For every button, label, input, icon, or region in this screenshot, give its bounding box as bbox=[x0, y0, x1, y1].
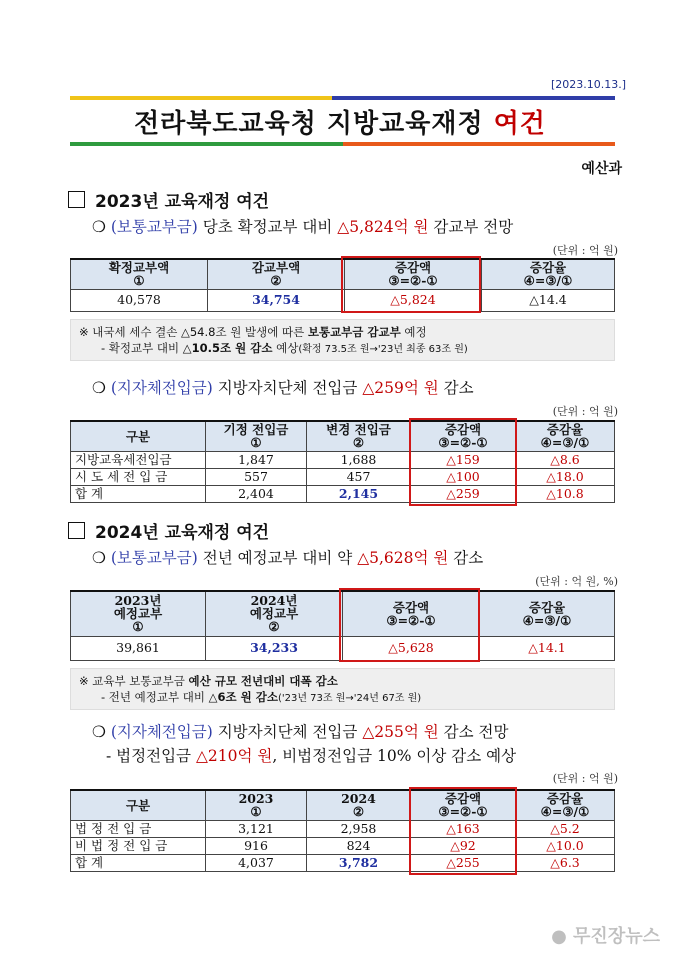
unit-label: (단위 : 억 원) bbox=[552, 772, 618, 785]
cell: 557 bbox=[206, 468, 307, 485]
document-date: [2023.10.13.] bbox=[550, 78, 626, 91]
sub-bullet-2024: - 법정전입금 △210억 원, 비법정전입금 10% 이상 감소 예상 bbox=[106, 747, 517, 765]
col-header: 변경 전입금 ② bbox=[307, 421, 411, 451]
cell: 40,578 bbox=[71, 289, 208, 311]
cell: 3,782 bbox=[307, 854, 411, 871]
cell: △6.3 bbox=[516, 854, 615, 871]
cell: 34,754 bbox=[208, 289, 345, 311]
col-header: 2024년 예정교부 ② bbox=[206, 591, 343, 636]
col-header: 증감율 ④=③/① bbox=[516, 790, 615, 820]
cell: △5,628 bbox=[343, 636, 480, 660]
cell: 4,037 bbox=[206, 854, 307, 871]
cell: 457 bbox=[307, 468, 411, 485]
cell: △5,824 bbox=[345, 289, 482, 311]
cell: △5.2 bbox=[516, 820, 615, 837]
col-header: 증감액 ③=②-① bbox=[411, 421, 516, 451]
col-header: 확정교부액 ① bbox=[71, 259, 208, 289]
unit-label: (단위 : 억 원) bbox=[552, 405, 618, 418]
cell: △14.1 bbox=[480, 636, 615, 660]
bullet-2024-grant: ❍ (보통교부금) 전년 예정교부 대비 약 △5,628억 원 감소 bbox=[92, 549, 484, 567]
table-row bbox=[71, 451, 615, 468]
table-2023-transfer bbox=[70, 420, 615, 503]
cell: 1,847 bbox=[206, 451, 307, 468]
cell: 시 도 세 전 입 금 bbox=[71, 468, 206, 485]
highlight-box bbox=[409, 787, 517, 875]
section-2024-heading: 2024년 교육재정 여건 bbox=[68, 518, 269, 543]
cell: 비 법 정 전 입 금 bbox=[71, 837, 206, 854]
col-header: 증감액 ③=②-① bbox=[345, 259, 482, 289]
cell: △18.0 bbox=[516, 468, 615, 485]
col-header: 증감율 ④=③/① bbox=[480, 591, 615, 636]
cell: 34,233 bbox=[206, 636, 343, 660]
cell: 합 계 bbox=[71, 485, 206, 502]
table-row bbox=[71, 854, 615, 871]
table-2024-transfer bbox=[70, 789, 615, 872]
bullet-2023-grant: ❍ (보통교부금) 당초 확정교부 대비 △5,824억 원 감교부 전망 bbox=[92, 218, 514, 236]
col-header: 구분 bbox=[71, 421, 206, 451]
cell: 2,145 bbox=[307, 485, 411, 502]
cell: 2,958 bbox=[307, 820, 411, 837]
unit-label: (단위 : 억 원, %) bbox=[535, 575, 618, 588]
col-header: 증감율 ④=③/① bbox=[516, 421, 615, 451]
table-row bbox=[71, 837, 615, 854]
cell: △14.4 bbox=[482, 289, 615, 311]
bullet-2023-transfer: ❍ (지자체전입금) 지방자치단체 전입금 △259억 원 감소 bbox=[92, 379, 474, 397]
highlight-box bbox=[341, 256, 481, 313]
cell: △100 bbox=[411, 468, 516, 485]
col-header: 증감액 ③=②-① bbox=[411, 790, 516, 820]
col-header: 증감율 ④=③/① bbox=[482, 259, 615, 289]
cell: 합 계 bbox=[71, 854, 206, 871]
table-row bbox=[71, 485, 615, 502]
cell: △259 bbox=[411, 485, 516, 502]
cell: 지방교육세전입금 bbox=[71, 451, 206, 468]
col-header: 감교부액 ② bbox=[208, 259, 345, 289]
col-header: 기정 전입금 ① bbox=[206, 421, 307, 451]
page-title: 전라북도교육청 지방교육재정 여건 bbox=[134, 109, 546, 139]
col-header: 2023 ① bbox=[206, 790, 307, 820]
col-header: 증감액 ③=②-① bbox=[343, 591, 480, 636]
cell: 1,688 bbox=[307, 451, 411, 468]
table-row bbox=[71, 468, 615, 485]
bullet-2024-transfer: ❍ (지자체전입금) 지방자치단체 전입금 △255억 원 감소 전망 bbox=[92, 723, 509, 741]
highlight-box bbox=[339, 588, 480, 662]
cell: 916 bbox=[206, 837, 307, 854]
unit-label: (단위 : 억 원) bbox=[552, 244, 618, 257]
cell: △255 bbox=[411, 854, 516, 871]
cell: 39,861 bbox=[71, 636, 206, 660]
cell: 3,121 bbox=[206, 820, 307, 837]
col-header: 2023년 예정교부 ① bbox=[71, 591, 206, 636]
note-2024: ※ 교육부 보통교부금 예산 규모 전년대비 대폭 감소 - 전년 예정교부 대비 △6조 원 감소('23년 73조 원→'24년 67조 원) bbox=[70, 668, 615, 710]
checkbox-icon bbox=[68, 522, 85, 539]
cell: △159 bbox=[411, 451, 516, 468]
col-header: 구분 bbox=[71, 790, 206, 820]
note-2023: ※ 내국세 세수 결손 △54.8조 원 발생에 따른 보통교부금 감교부 예정 - 확정교부 대비 △10.5조 원 감소 예상(확정 73.5조 원→'23년 최종 63조 원) bbox=[70, 319, 615, 361]
cell: △92 bbox=[411, 837, 516, 854]
checkbox-icon bbox=[68, 191, 85, 208]
cell: △10.0 bbox=[516, 837, 615, 854]
cell: 2,404 bbox=[206, 485, 307, 502]
section-2023-heading: 2023년 교육재정 여건 bbox=[68, 187, 269, 212]
watermark: ● 무진장뉴스 bbox=[551, 926, 660, 947]
cell: △8.6 bbox=[516, 451, 615, 468]
cell: △10.8 bbox=[516, 485, 615, 502]
col-header: 2024 ② bbox=[307, 790, 411, 820]
department-label: 예산과 bbox=[581, 161, 622, 177]
table-row bbox=[71, 820, 615, 837]
title-bar-bottom bbox=[70, 142, 615, 146]
title-bar-top bbox=[70, 96, 615, 100]
cell: 824 bbox=[307, 837, 411, 854]
highlight-box bbox=[409, 418, 517, 506]
cell: 법 정 전 입 금 bbox=[71, 820, 206, 837]
cell: △163 bbox=[411, 820, 516, 837]
